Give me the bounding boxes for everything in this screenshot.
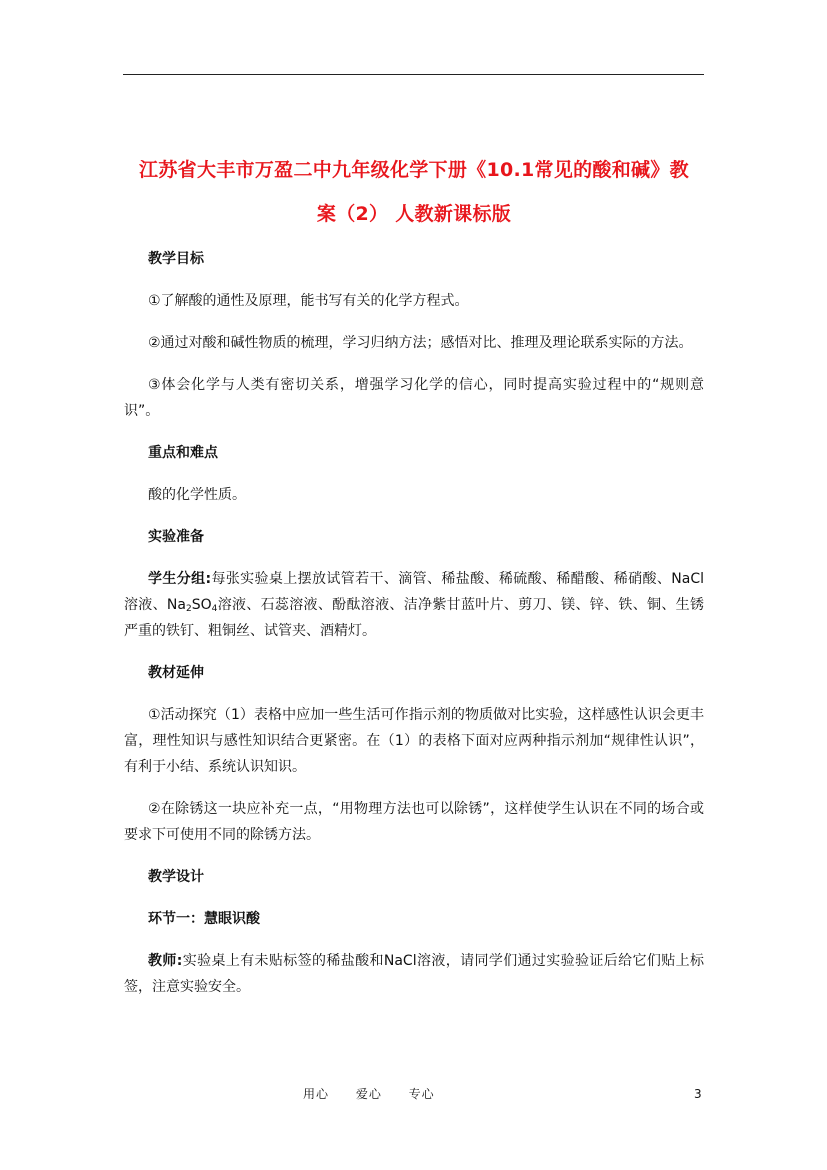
preparation-text-a: 每张实验桌上摆放试管若干、滴管、稀盐酸、稀硫酸、稀醋酸、稀硝酸、NaCl溶液、Na — [124, 571, 704, 613]
preparation-paragraph — [124, 566, 704, 644]
subscript-2: 2 — [186, 604, 192, 614]
page-number: 3 — [694, 1087, 702, 1101]
section-heading-preparation: 实验准备 — [148, 529, 204, 545]
section-heading-extension: 教材延伸 — [148, 665, 204, 681]
footer-motto: 用心 爱心 专心 — [303, 1087, 435, 1101]
section-heading-key-points: 重点和难点 — [148, 445, 218, 461]
goal-paragraph-2: ②通过对酸和碱性物质的梳理，学习归纳方法；感悟对比、推理及理论联系实际的方法。 — [148, 335, 693, 351]
key-points-paragraph: 酸的化学性质。 — [148, 487, 246, 503]
title-line-2: 案（2） 人教新课标版 — [316, 203, 512, 225]
extension-paragraph-1: ①活动探究（1）表格中应加一些生活可作指示剂的物质做对比实验，这样感性认识会更丰富，理性知识与感性知识结合更紧密。在（1）的表格下面对应两种指示剂加“规律性认识”，有利于小结、系统认识知识。 — [124, 707, 704, 775]
goal-paragraph-3: ③体会化学与人类有密切关系，增强学习化学的信心，同时提高实验过程中的“规则意识”。 — [124, 377, 704, 419]
teacher-label: 教师: — [148, 953, 183, 969]
document-body — [124, 246, 704, 1016]
student-group-label: 学生分组: — [148, 571, 212, 587]
document-title — [124, 148, 704, 236]
subscript-4: 4 — [211, 604, 218, 614]
step-1-heading: 环节一：慧眼识酸 — [148, 911, 260, 927]
goal-paragraph-1: ①了解酸的通性及原理，能书写有关的化学方程式。 — [148, 293, 469, 309]
section-heading-design: 教学设计 — [148, 869, 204, 885]
extension-paragraph-2: ②在除锈这一块应补充一点，“用物理方法也可以除锈”，这样使学生认识在不同的场合或要求下可使用不同的除锈方法。 — [124, 801, 704, 843]
header-rule — [123, 74, 704, 75]
page-footer — [0, 1082, 827, 1106]
preparation-text-b: SO — [191, 597, 212, 613]
title-line-1: 江苏省大丰市万盈二中九年级化学下册《10.1常见的酸和碱》教 — [139, 159, 689, 181]
teacher-text: 实验桌上有未贴标签的稀盐酸和NaCl溶液，请同学们通过实验验证后给它们贴上标签，注意实验安全。 — [124, 953, 704, 995]
teacher-paragraph — [124, 948, 704, 1000]
section-heading-goals: 教学目标 — [148, 251, 204, 267]
preparation-text-c: 溶液、石蕊溶液、酚酞溶液、洁净紫甘蓝叶片、剪刀、镁、锌、铁、铜、生锈严重的铁钉、粗铜丝、试管夹、酒精灯。 — [124, 597, 704, 639]
